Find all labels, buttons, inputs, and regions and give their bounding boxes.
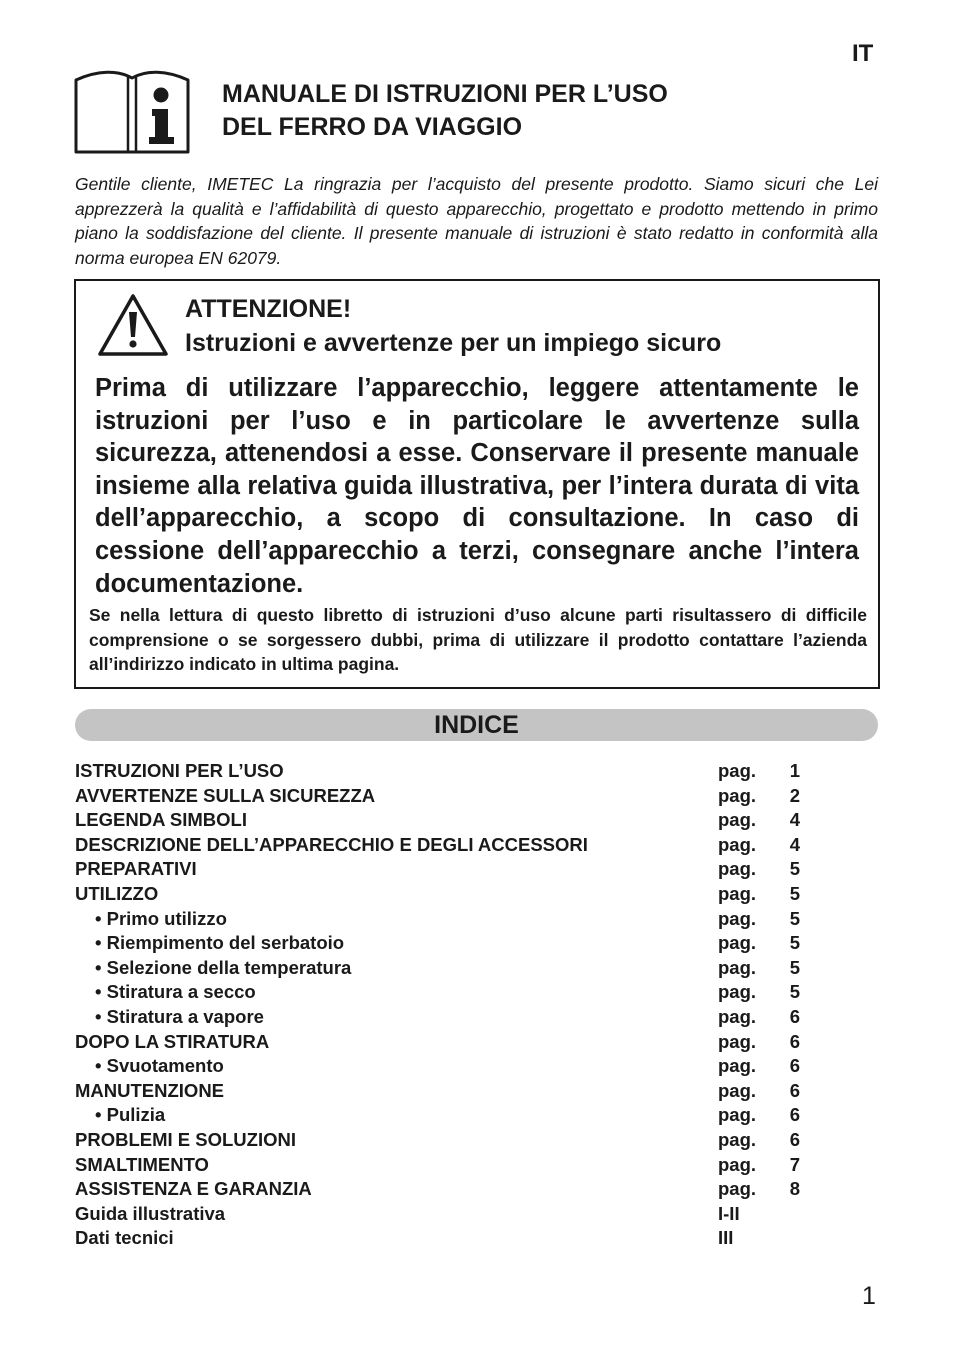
toc-entry-label: • Pulizia bbox=[95, 1104, 166, 1126]
toc-entry bbox=[75, 1005, 835, 1030]
toc-entry-label: • Primo utilizzo bbox=[95, 907, 227, 929]
title-line-1: MANUALE DI ISTRUZIONI PER L’USO bbox=[222, 80, 668, 108]
toc-entry-label: SMALTIMENTO bbox=[75, 1153, 209, 1175]
toc-entry bbox=[75, 1103, 835, 1128]
toc-entry-page: 5 bbox=[789, 907, 800, 929]
toc-entry-pag: pag. bbox=[718, 858, 757, 880]
index-heading: INDICE bbox=[75, 709, 878, 741]
toc-entry-page: 4 bbox=[789, 809, 800, 831]
toc-entry-page: 5 bbox=[789, 882, 800, 904]
toc-entry-label: Guida illustrativa bbox=[75, 1202, 226, 1224]
toc-entry bbox=[75, 759, 835, 784]
toc-entry-label: MANUTENZIONE bbox=[75, 1079, 225, 1101]
toc-entry-pag: pag. bbox=[718, 981, 757, 1003]
toc-entry-label: ASSISTENZA E GARANZIA bbox=[75, 1178, 312, 1200]
toc-entry-label: AVVERTENZE SULLA SICUREZZA bbox=[75, 784, 376, 806]
toc-entry-page: 4 bbox=[789, 833, 800, 855]
toc-entry-label: • Stiratura a vapore bbox=[95, 1005, 264, 1027]
toc-entry bbox=[75, 1128, 835, 1153]
warning-heading bbox=[185, 292, 721, 360]
toc-entry-label: PREPARATIVI bbox=[75, 858, 197, 880]
info-manual-icon bbox=[73, 68, 191, 154]
toc-entry-label: • Riempimento del serbatoio bbox=[95, 932, 345, 954]
toc-entry-page: 6 bbox=[789, 1005, 800, 1027]
warning-title: ATTENZIONE! bbox=[185, 295, 352, 323]
toc-entry bbox=[75, 833, 835, 858]
title-line-2: DEL FERRO DA VIAGGIO bbox=[222, 113, 523, 141]
page-number: 1 bbox=[862, 1282, 876, 1310]
toc-entry bbox=[75, 1202, 835, 1227]
toc-entry-page: 5 bbox=[789, 981, 800, 1003]
toc-entry-pag: III bbox=[718, 1227, 734, 1249]
toc-entry-pag: pag. bbox=[718, 1104, 757, 1126]
toc-entry-page: 1 bbox=[789, 760, 800, 781]
toc-entry-pag: pag. bbox=[718, 1055, 757, 1077]
toc-entry bbox=[75, 857, 835, 882]
toc-entry bbox=[75, 1054, 835, 1079]
toc-entry-pag: pag. bbox=[718, 760, 757, 781]
toc-entry-page: 8 bbox=[789, 1178, 800, 1200]
toc-entry bbox=[75, 1153, 835, 1178]
toc-entry-label: UTILIZZO bbox=[75, 882, 159, 904]
toc-entry-label: PROBLEMI E SOLUZIONI bbox=[75, 1128, 296, 1150]
toc-entry-pag: pag. bbox=[718, 956, 757, 978]
language-code: IT bbox=[852, 40, 874, 67]
safety-warning-box bbox=[74, 279, 880, 689]
toc-entry-page: 6 bbox=[789, 1079, 800, 1101]
toc-entry-pag: pag. bbox=[718, 833, 757, 855]
toc-entry-pag: pag. bbox=[718, 932, 757, 954]
warning-subtitle: Istruzioni e avvertenze per un impiego sicuro bbox=[185, 329, 722, 357]
toc-entry-label: Dati tecnici bbox=[75, 1227, 174, 1249]
toc-entry-page: 5 bbox=[789, 932, 800, 954]
toc-entry-label: • Svuotamento bbox=[95, 1055, 224, 1077]
toc-entry-pag: pag. bbox=[718, 1030, 757, 1052]
toc-entry bbox=[75, 1030, 835, 1055]
toc-entry-pag: pag. bbox=[718, 809, 757, 831]
toc-entry-label: ISTRUZIONI PER L’USO bbox=[75, 760, 284, 781]
toc-entry-pag: pag. bbox=[718, 784, 757, 806]
table-of-contents bbox=[75, 759, 835, 1251]
manual-title bbox=[222, 78, 668, 144]
toc-entry-pag: pag. bbox=[718, 1178, 757, 1200]
toc-entry bbox=[75, 1079, 835, 1104]
toc-entry bbox=[75, 907, 835, 932]
warning-triangle-icon bbox=[97, 292, 169, 358]
toc-entry bbox=[75, 956, 835, 981]
intro-paragraph: Gentile cliente, IMETEC La ringrazia per l’acquisto del presente prodotto. Siamo sicuri che Lei apprezzerà la qualità e l’affidabilità di questo apparecchio, progettato e prodotto mettendo in primo piano la soddisfazione del cliente. Il presente manuale di istruzioni è stato redatto in conformità alla norma europea EN 62079. bbox=[75, 174, 878, 268]
toc-entry-pag: pag. bbox=[718, 1153, 757, 1175]
toc-entry bbox=[75, 784, 835, 809]
toc-entry-label: • Stiratura a secco bbox=[95, 981, 256, 1003]
toc-entry-label: DESCRIZIONE DELL’APPARECCHIO E DEGLI ACCESSORI bbox=[75, 833, 588, 855]
toc-entry bbox=[75, 1177, 835, 1202]
toc-entry-page: 6 bbox=[789, 1128, 800, 1150]
toc-entry-pag: pag. bbox=[718, 1128, 757, 1150]
toc-entry bbox=[75, 882, 835, 907]
warning-body: Prima di utilizzare l’apparecchio, leggere attentamente le istruzioni per l’uso e in particolare le avvertenze sulla sicurezza, attenendosi a esse. Conservare il presente manuale insieme alla relativa guida illustrativa, per l’intera durata di vita dell’apparecchio, a scopo di consultazione. In caso di cessione dell’apparecchio a terzi, consegnare anche l’intera documentazione. bbox=[95, 374, 859, 598]
warning-note: Se nella lettura di questo libretto di istruzioni d’uso alcune parti risultassero di difficile comprensione o se sorgessero dubbi, prima di utilizzare il prodotto contattare l’azienda all’indirizzo indicato in ultima pagina. bbox=[89, 605, 867, 674]
toc-entry-page: 5 bbox=[789, 956, 800, 978]
toc-entry bbox=[75, 931, 835, 956]
toc-entry-pag: I-II bbox=[718, 1202, 740, 1224]
toc-entry-pag: pag. bbox=[718, 907, 757, 929]
toc-entry-page: 2 bbox=[789, 784, 800, 806]
toc-entry bbox=[75, 980, 835, 1005]
toc-entry-page: 6 bbox=[789, 1030, 800, 1052]
toc-entry-label: LEGENDA SIMBOLI bbox=[75, 809, 247, 831]
toc-entry-page: 6 bbox=[789, 1104, 800, 1126]
toc-entry-pag: pag. bbox=[718, 882, 757, 904]
toc-entry-label: DOPO LA STIRATURA bbox=[75, 1030, 270, 1052]
toc-entry bbox=[75, 1226, 835, 1251]
toc-entry-label: • Selezione della temperatura bbox=[95, 956, 352, 978]
toc-entry-page: 7 bbox=[789, 1153, 800, 1175]
toc-entry-pag: pag. bbox=[718, 1079, 757, 1101]
toc-entry bbox=[75, 808, 835, 833]
toc-entry-pag: pag. bbox=[718, 1005, 757, 1027]
toc-entry-page: 6 bbox=[789, 1055, 800, 1077]
toc-entry-page: 5 bbox=[789, 858, 800, 880]
